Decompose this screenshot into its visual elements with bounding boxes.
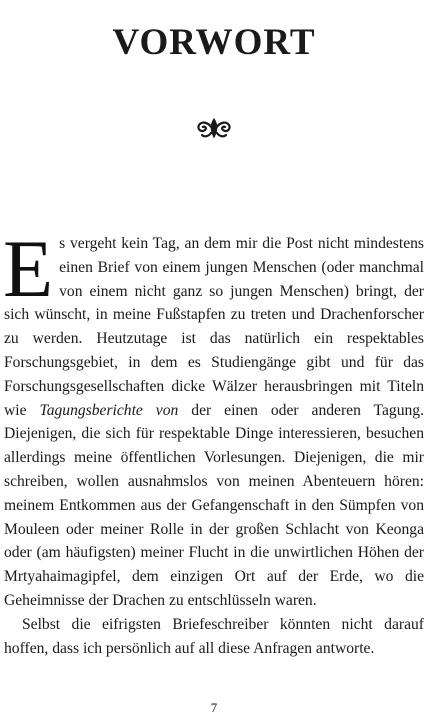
decorative-fleuron-icon	[196, 116, 232, 140]
chapter-title: VORWORT	[112, 21, 316, 63]
paragraph-2: Selbst die eifrigsten Briefeschreiber könnten nicht darauf hoffen, dass ich persönlich auf all diese Anfragen antworte.	[4, 615, 424, 657]
paragraph-1-text-a: s vergeht kein Tag, an dem mir die Post nicht mindestens einen Brief von einem jungen Menschen (oder manchmal von einem nicht ganz so jungen Menschen) bringt, der sich wünscht, in meine Fußstapfen zu treten und Drachenforscher zu werden. Heutzutage ist das natürlich ein respektables Forschungsgebiet, in dem es Studiengänge gibt und für das Forschungsgesellschaften dicke Wälzer herausbringen mit Titeln wie	[4, 235, 424, 419]
page-number: 7	[210, 700, 218, 715]
paragraph-1	[3, 223, 424, 613]
paragraph-1-italic: Tagungsberichte von	[39, 401, 179, 419]
drop-cap: E	[3, 223, 54, 314]
preface-body	[3, 223, 424, 660]
paragraph-1-text-b: der einen oder anderen Tagung. Diejenigen, die sich für respektable Dinge interessieren, besuchen allerdings meine öffentlichen Vorlesungen. Diejenigen, die mir schreiben, wollen ausnahmslos von meinen Abenteuern hören: meinem Entkommen aus der Gefangenschaft in den Sümpfen von Mouleen oder meiner Rolle in der großen Schlacht von Keonga oder (am häufigsten) meiner Flucht in die unwirtlichen Höhen der Mrtyahaimagipfel, dem einzigen Ort auf der Erde, wo die Geheimnisse der Drachen zu entschlüsseln waren.	[4, 401, 424, 609]
